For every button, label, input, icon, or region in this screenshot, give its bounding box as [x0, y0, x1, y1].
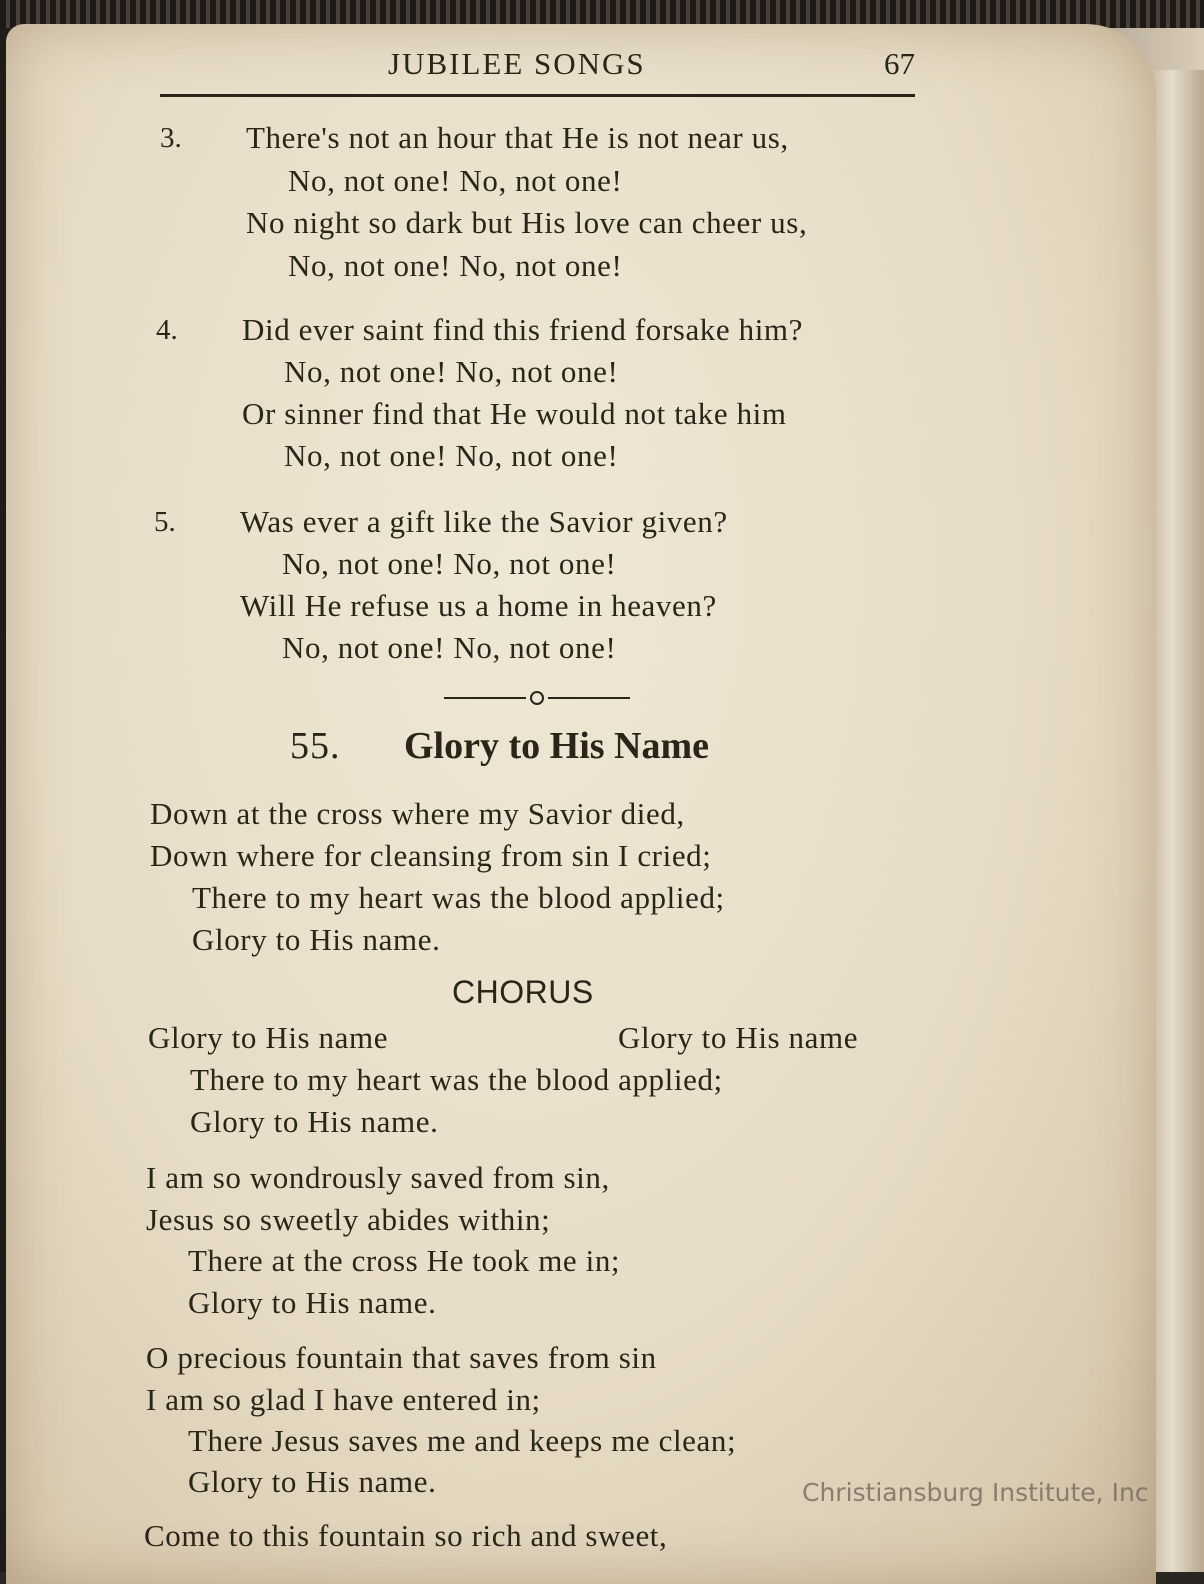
- hymn-line: I am so wondrously saved from sin,: [146, 1160, 610, 1195]
- chorus-line: Glory to His name: [618, 1020, 859, 1055]
- verse-line: Did ever saint find this friend forsake him?: [242, 312, 803, 347]
- hymn-line: There Jesus saves me and keeps me clean;: [188, 1423, 737, 1458]
- chorus-line: Glory to His name.: [190, 1104, 439, 1139]
- hymn-line: O precious fountain that saves from sin: [146, 1340, 657, 1375]
- hymn-line: Glory to His name.: [192, 922, 441, 957]
- hymn-line: Glory to His name.: [188, 1464, 437, 1499]
- chorus-line: Glory to His name: [148, 1020, 389, 1055]
- verse-line: No, not one! No, not one!: [284, 438, 619, 473]
- hymn-line: There to my heart was the blood applied;: [192, 880, 725, 915]
- hymn-line: There at the cross He took me in;: [188, 1243, 621, 1278]
- verse-line: No, not one! No, not one!: [288, 248, 623, 283]
- verse-line: Or sinner find that He would not take him: [242, 396, 787, 431]
- verse-line: Will He refuse us a home in heaven?: [240, 588, 717, 623]
- verse-number: 5.: [154, 506, 176, 538]
- ornament-rule-right: [548, 697, 630, 699]
- running-head: JUBILEE SONGS: [388, 46, 646, 81]
- chorus-line: There to my heart was the blood applied;: [190, 1062, 723, 1097]
- page-number: 67: [884, 46, 915, 81]
- verse-number: 4.: [156, 314, 178, 346]
- watermark: Christiansburg Institute, Inc: [802, 1478, 1149, 1507]
- hymn-line: Down at the cross where my Savior died,: [150, 796, 685, 831]
- ornament-circle: [530, 691, 544, 705]
- hymn-line: Come to this fountain so rich and sweet,: [144, 1518, 668, 1553]
- hymn-line: I am so glad I have entered in;: [146, 1382, 541, 1417]
- page-header: [160, 46, 915, 97]
- hymn-title: Glory to His Name: [404, 725, 710, 767]
- verse-line: No, not one! No, not one!: [288, 163, 623, 198]
- verse-line: No, not one! No, not one!: [282, 630, 617, 665]
- hymn-line: Down where for cleansing from sin I cried;: [150, 838, 712, 873]
- section-ornament: [444, 688, 630, 708]
- page-stack-edge: [1150, 70, 1204, 1572]
- verse-line: No, not one! No, not one!: [282, 546, 617, 581]
- verse-line: No, not one! No, not one!: [284, 354, 619, 389]
- verse-line: Was ever a gift like the Savior given?: [240, 504, 728, 539]
- verse-line: No night so dark but His love can cheer us,: [246, 205, 808, 240]
- hymn-line: Jesus so sweetly abides within;: [146, 1202, 551, 1237]
- verse-line: There's not an hour that He is not near us,: [246, 120, 789, 155]
- chorus-label: CHORUS: [452, 974, 594, 1010]
- ornament-rule-left: [444, 697, 526, 699]
- hymn-line: Glory to His name.: [188, 1285, 437, 1320]
- verse-number: 3.: [160, 122, 182, 154]
- hymn-number: 55.: [290, 725, 341, 767]
